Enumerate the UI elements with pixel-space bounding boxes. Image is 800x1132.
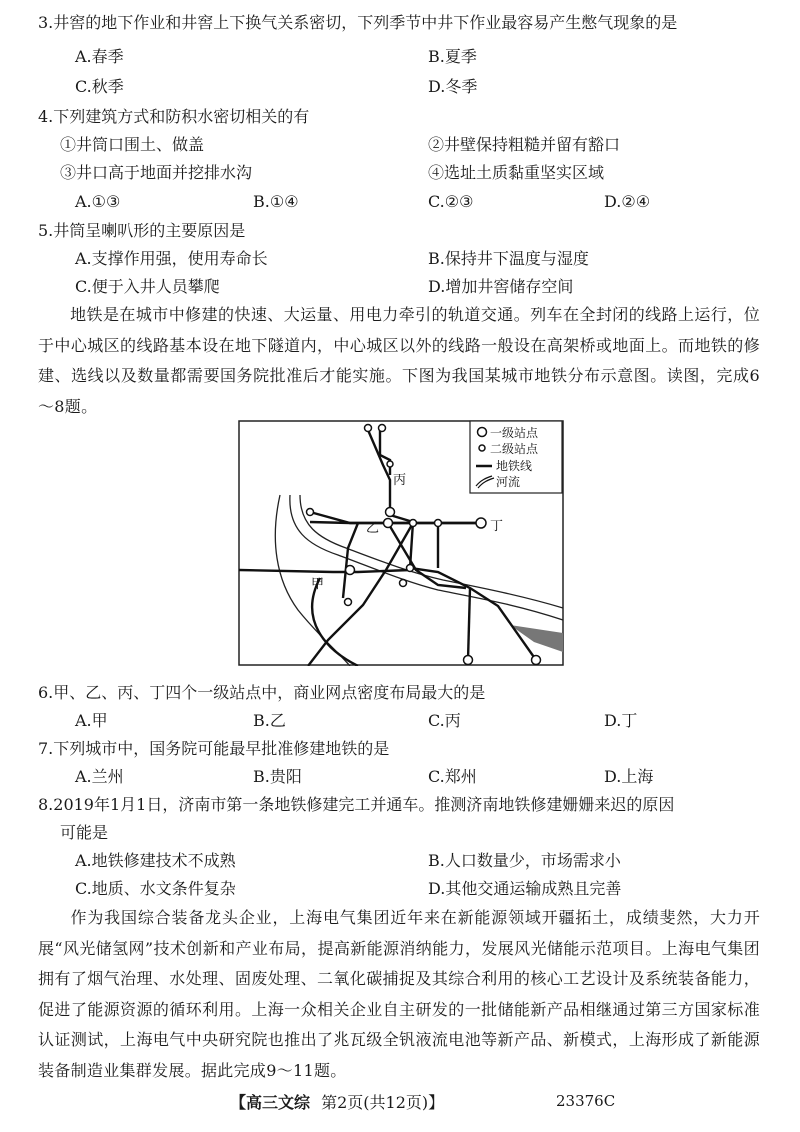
q4-statement-1: ①井筒口围土、做盖 xyxy=(60,135,205,154)
q6-option-c: C.丙 xyxy=(428,711,461,730)
q8-option-d: D.其他交通运输成熟且完善 xyxy=(428,879,622,898)
subway-passage-text: 地铁是在城市中修建的快速、大运量、用电力牵引的轨道交通。列车在全封闭的线路上运行，位于中心城区的线路基本设在地下隧道内，中心城区以外的线路一般设在高架桥或地面上。而地铁的修建、选线以及数量都需要国务院批准后才能实施。下图为我国某城市地铁分布示意图。读图，完成6～8题。 xyxy=(38,305,760,416)
q6-option-d: D.丁 xyxy=(604,711,638,730)
q3-option-b: B.夏季 xyxy=(428,47,477,66)
subway-passage xyxy=(38,300,760,422)
q8-option-c: C.地质、水文条件复杂 xyxy=(75,879,236,898)
q5-stem: 5.井筒呈喇叭形的主要原因是 xyxy=(38,221,246,240)
q7-option-b: B.贵阳 xyxy=(253,767,302,786)
q3-stem: 3.井窖的地下作业和井窖上下换气关系密切，下列季节中井下作业最容易产生憋气现象的是 xyxy=(38,13,678,32)
q4-option-c: C.②③ xyxy=(428,192,474,211)
subway-map xyxy=(238,420,564,666)
station-bing xyxy=(386,508,395,517)
q5-option-a: A.支撑作用强，使用寿命长 xyxy=(75,249,268,268)
label-jia: 甲 xyxy=(311,577,325,592)
label-yi: 乙 xyxy=(366,521,380,536)
q7-stem: 7.下列城市中，国务院可能最早批准修建地铁的是 xyxy=(38,739,390,758)
q4-option-d: D.②④ xyxy=(604,192,651,211)
q4-stem: 4.下列建筑方式和防积水密切相关的有 xyxy=(38,107,310,126)
map-legend xyxy=(470,421,562,493)
q6-stem: 6.甲、乙、丙、丁四个一级站点中，商业网点密度布局最大的是 xyxy=(38,683,486,702)
q7-option-c: C.郑州 xyxy=(428,767,477,786)
label-bing: 丙 xyxy=(393,473,407,488)
station-ding xyxy=(476,518,486,528)
footer-page-number: 第2页(共12页)】 xyxy=(321,1093,445,1112)
legend-subway-line: 地铁线 xyxy=(496,459,533,473)
q3-option-d: D.冬季 xyxy=(428,77,478,96)
station-jia xyxy=(346,566,355,575)
q8-option-b: B.人口数量少，市场需求小 xyxy=(428,851,621,870)
q5-option-d: D.增加井窖储存空间 xyxy=(428,277,574,296)
page-footer xyxy=(230,1090,444,1113)
q7-option-d: D.上海 xyxy=(604,767,654,786)
q8-option-a: A.地铁修建技术不成熟 xyxy=(75,851,236,870)
q7-option-a: A.兰州 xyxy=(75,767,124,786)
legend-second-station: 二级站点 xyxy=(490,442,539,456)
q5-option-b: B.保持井下温度与湿度 xyxy=(428,249,589,268)
q3-option-a: A.春季 xyxy=(75,47,124,66)
q6-option-a: A.甲 xyxy=(75,711,108,730)
footer-code: 23376C xyxy=(556,1092,616,1110)
q8-stem: 8.2019年1月1日，济南市第一条地铁修建完工并通车。推测济南地铁修建姗姗来迟的原因 xyxy=(38,795,675,814)
q6-option-b: B.乙 xyxy=(253,711,286,730)
q4-statement-4: ④选址土质黏重坚实区域 xyxy=(428,163,605,182)
q4-option-b: B.①④ xyxy=(253,192,299,211)
q4-statement-2: ②井壁保持粗糙并留有豁口 xyxy=(428,135,621,154)
footer-title: 【高三文综 xyxy=(230,1093,311,1112)
station-yi xyxy=(384,519,393,528)
legend-first-station: 一级站点 xyxy=(490,426,539,440)
label-ding: 丁 xyxy=(490,519,504,534)
energy-passage-text: 作为我国综合装备龙头企业，上海电气集团近年来在新能源领域开疆拓土，成绩斐然，大力开展“风光储氢网”技术创新和产业布局，提高新能源消纳能力，发展风光储能示范项目。上海电气集团拥有了烟气治理、水处理、固废处理、二氧化碳捕捉及其综合利用的核心工艺设计及系统装备能力，促进了能源资源的循环利用。上海一众相关企业自主研发的一批储能新产品相继通过第三方国家标准认证测试，上海电气中央研究院也推出了兆瓦级全钒液流电池等新产品、新模式，上海形成了新能源装备制造业集群发展。据此完成9～11题。 xyxy=(38,908,760,1080)
q3-option-c: C.秋季 xyxy=(75,77,124,96)
q4-statement-3: ③井口高于地面并挖排水沟 xyxy=(60,163,253,182)
energy-passage xyxy=(38,903,760,1086)
q4-option-a: A.①③ xyxy=(75,192,121,211)
q8-stem-continued: 可能是 xyxy=(60,823,109,842)
q5-option-c: C.便于入井人员攀爬 xyxy=(75,277,220,296)
legend-river: 河流 xyxy=(496,475,521,489)
